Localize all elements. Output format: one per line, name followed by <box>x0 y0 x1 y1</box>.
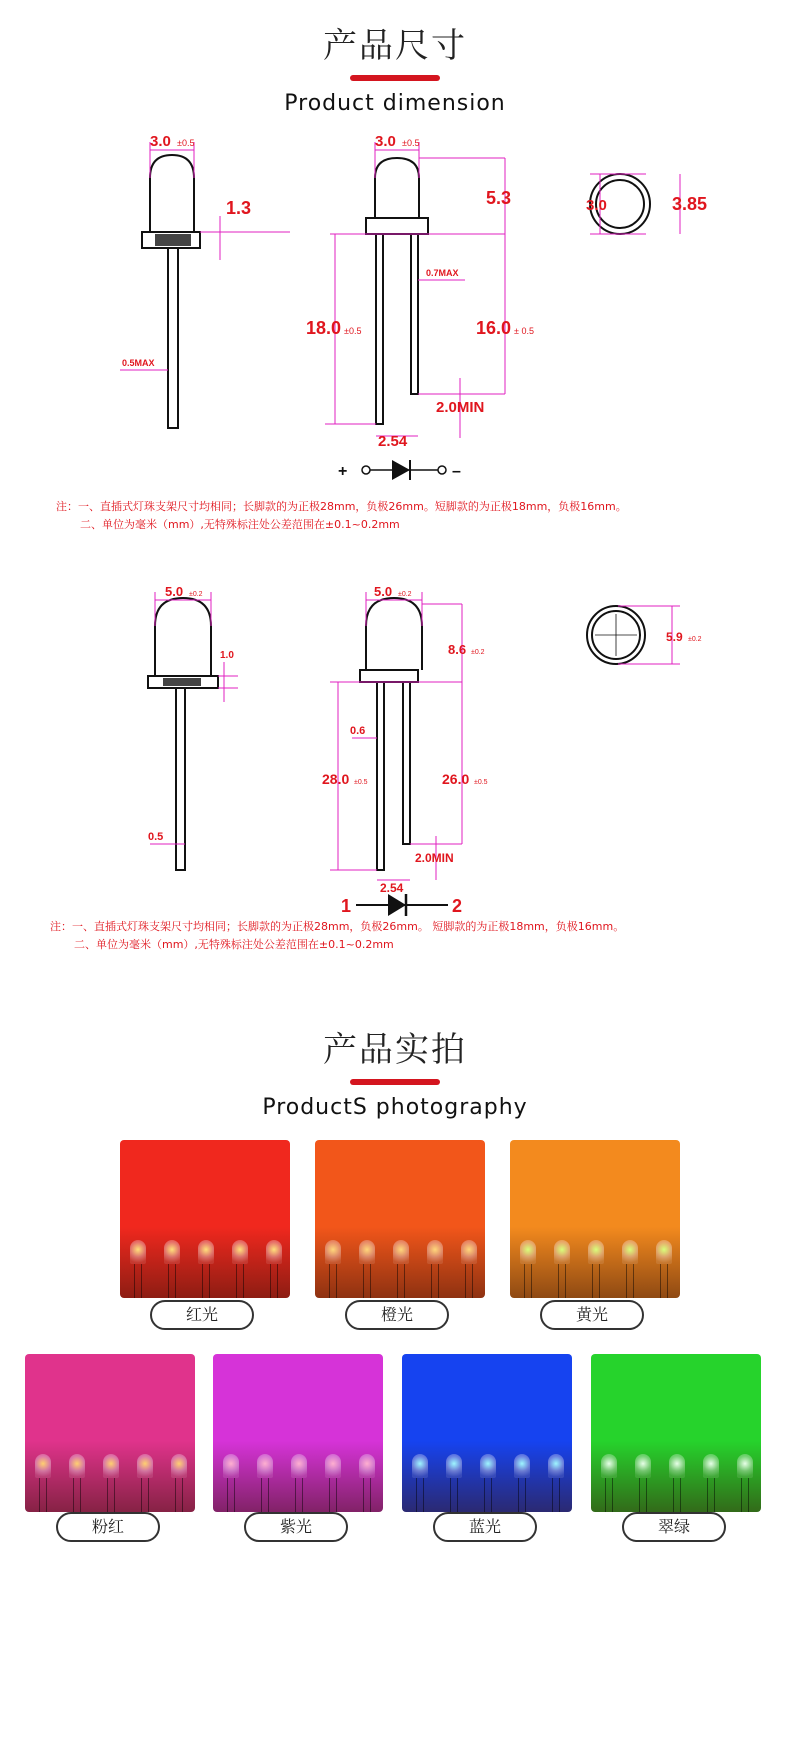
led3-front-view <box>366 158 428 424</box>
svg-text:±0.2: ±0.2 <box>189 591 203 598</box>
led-photo <box>315 1140 485 1298</box>
svg-text:5.0: 5.0 <box>374 584 393 599</box>
svg-text:2.0MIN: 2.0MIN <box>436 399 485 416</box>
led-photo <box>402 1354 572 1512</box>
led-photo <box>25 1354 195 1512</box>
led-photo <box>591 1354 761 1512</box>
svg-text:+: + <box>338 463 348 480</box>
svg-text:3.85: 3.85 <box>672 194 708 214</box>
led-photo <box>120 1140 290 1298</box>
photo-color-label: 橙光 <box>345 1300 449 1330</box>
svg-text:±0.2: ±0.2 <box>398 591 412 598</box>
led3-pitch-label: 2.54 <box>378 433 408 450</box>
section-title-en: Product dimension <box>284 91 506 116</box>
led3-diode-symbol <box>338 460 461 480</box>
title-underline <box>350 1079 440 1085</box>
led3-side-view <box>142 155 200 428</box>
dimension-header <box>0 18 790 116</box>
svg-text:1: 1 <box>341 896 352 916</box>
svg-text:±0.5: ±0.5 <box>344 326 362 336</box>
led-5mm-drawing <box>0 578 790 918</box>
led5-diode-symbol <box>341 894 462 916</box>
photo-color-label: 翠绿 <box>622 1512 726 1542</box>
svg-text:0.5: 0.5 <box>148 831 164 843</box>
photo-color-label: 粉红 <box>56 1512 160 1542</box>
dimension-note-1: 注：一、直插式灯珠支架尺寸均相同；长脚款的为正极28mm，负极26mm。短脚款的为正极18mm，负极16mm。 二、单位为毫米（mm）,无特殊标注处公差范围在±0.1~0.2mm <box>56 500 627 531</box>
led5-front-view <box>360 598 422 870</box>
svg-text:2: 2 <box>452 896 463 916</box>
title-underline <box>350 75 440 81</box>
svg-text:±0.2: ±0.2 <box>471 649 485 656</box>
svg-text:3.0: 3.0 <box>586 197 607 214</box>
svg-text:26.0: 26.0 <box>442 771 470 787</box>
svg-text:8.6: 8.6 <box>448 642 467 657</box>
svg-text:±0.5: ±0.5 <box>474 779 488 786</box>
led-photo <box>213 1354 383 1512</box>
svg-text:2.0MIN: 2.0MIN <box>415 851 454 865</box>
svg-text:28.0: 28.0 <box>322 771 350 787</box>
led3-dia-label: 3.0 <box>150 133 171 150</box>
led3-flange-label: 1.3 <box>226 198 252 218</box>
svg-text:0.7MAX: 0.7MAX <box>426 268 459 278</box>
svg-text:±0.5: ±0.5 <box>402 138 420 148</box>
svg-text:0.6: 0.6 <box>350 725 366 737</box>
led3-hatch <box>155 234 191 246</box>
svg-text:0.5MAX: 0.5MAX <box>122 358 155 368</box>
photo-color-label: 紫光 <box>244 1512 348 1542</box>
led-photo <box>510 1140 680 1298</box>
section-title-cn: 产品实拍 <box>323 1030 467 1070</box>
svg-text:–: – <box>452 463 461 480</box>
photo-color-label: 红光 <box>150 1300 254 1330</box>
svg-text:5.9: 5.9 <box>666 630 683 644</box>
led3-height-label: 5.3 <box>486 188 512 208</box>
svg-text:5.0: 5.0 <box>165 584 184 599</box>
svg-text:1.0: 1.0 <box>220 650 234 661</box>
svg-text:±0.5: ±0.5 <box>354 779 368 786</box>
led5-ring-view <box>587 606 645 664</box>
svg-text:3.0: 3.0 <box>375 133 396 150</box>
svg-text:±0.5: ±0.5 <box>177 138 195 148</box>
section-title-en: ProductS photography <box>262 1095 528 1120</box>
led-3mm-drawing <box>0 120 790 540</box>
photo-color-label: 黄光 <box>540 1300 644 1330</box>
led3-long-lead-label: 18.0 <box>306 318 342 338</box>
led3-short-lead-label: 16.0 <box>476 318 512 338</box>
dimension-note-2: 注：一、直插式灯珠支架尺寸均相同；长脚款的为正极28mm，负极26mm。 短脚款的为正极18mm，负极16mm。 二、单位为毫米（mm）,无特殊标注处公差范围在±0.1~0.2mm <box>50 920 625 951</box>
svg-text:±0.2: ±0.2 <box>688 636 702 643</box>
svg-text:± 0.5: ± 0.5 <box>514 326 534 336</box>
svg-text:2.54: 2.54 <box>380 881 404 895</box>
led5-side-view <box>148 598 218 870</box>
photography-header <box>0 1022 790 1120</box>
photo-color-label: 蓝光 <box>433 1512 537 1542</box>
section-title-cn: 产品尺寸 <box>323 26 467 66</box>
